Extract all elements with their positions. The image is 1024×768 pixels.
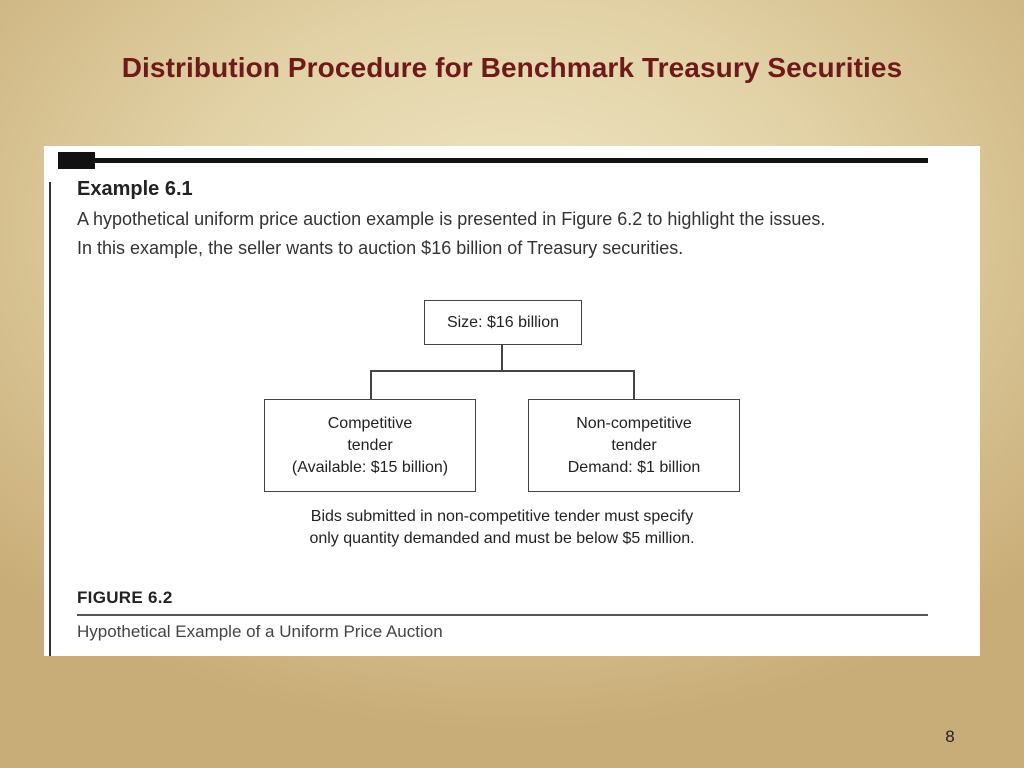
connector-left-branch xyxy=(370,370,372,399)
example-heading: Example 6.1 xyxy=(77,178,193,200)
page-number: 8 xyxy=(945,727,955,746)
auction-size-box xyxy=(424,300,582,345)
bid-note-line-2: only quantity demanded and must be below $5 million. xyxy=(309,530,695,547)
competitive-tender-box xyxy=(264,399,476,492)
figure-caption: Hypothetical Example of a Uniform Price Auction xyxy=(77,622,443,641)
bid-note-line-1: Bids submitted in non-competitive tender must specify xyxy=(310,508,694,525)
connector-horizontal xyxy=(370,370,634,372)
noncompetitive-line-2: tender xyxy=(611,436,657,454)
left-margin-rule xyxy=(49,182,51,656)
figure-label: FIGURE 6.2 xyxy=(77,588,173,607)
noncompetitive-line-1: Non-competitive xyxy=(576,414,692,432)
example-text-line-1: A hypothetical uniform price auction example is presented in Figure 6.2 to highlight the issues. xyxy=(77,209,826,229)
example-text-line-2: In this example, the seller wants to auction $16 billion of Treasury securities. xyxy=(77,238,684,258)
bid-note xyxy=(244,506,760,550)
competitive-line-1: Competitive xyxy=(327,414,413,432)
connector-stem xyxy=(501,345,503,371)
competitive-line-3: (Available: $15 billion) xyxy=(291,458,449,476)
figure-rule xyxy=(77,614,928,616)
competitive-line-2: tender xyxy=(347,436,393,454)
connector-right-branch xyxy=(633,370,635,399)
header-tab-marker xyxy=(58,152,95,169)
figure-panel xyxy=(44,146,980,656)
slide-title: Distribution Procedure for Benchmark Treasury Securities xyxy=(121,52,903,83)
noncompetitive-line-3: Demand: $1 billion xyxy=(567,458,701,476)
header-rule xyxy=(94,158,928,163)
auction-size-label: Size: $16 billion xyxy=(446,313,560,331)
noncompetitive-tender-box xyxy=(528,399,740,492)
